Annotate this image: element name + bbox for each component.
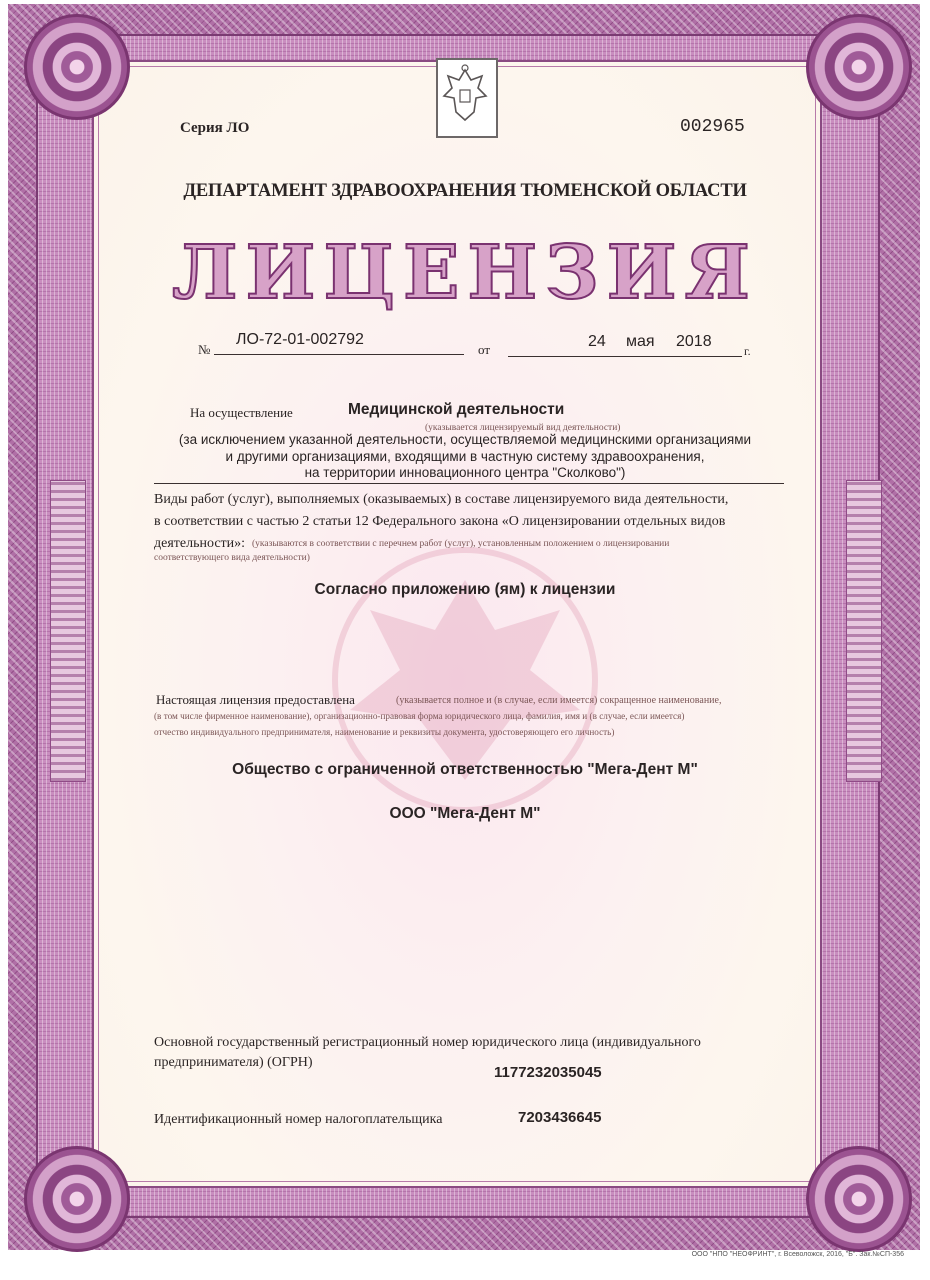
printer-mark: ООО "НПО "НЕОФРИНТ", г. Всеволожск, 2016, "Б". Зак.№СП-356 bbox=[691, 1251, 904, 1258]
ogrn-label-line1: Основной государственный регистрационный номер юридического лица (индивидуального bbox=[154, 1035, 701, 1050]
date-day: 24 bbox=[588, 333, 606, 350]
activity-details-line2: и другими организациями, входящими в частную систему здравоохранения, bbox=[225, 449, 705, 464]
coat-of-arms bbox=[436, 58, 498, 138]
side-ornament-left bbox=[50, 480, 86, 782]
works-value: Согласно приложению (ям) к лицензии bbox=[314, 581, 616, 598]
corner-rosette-top-left bbox=[24, 14, 130, 120]
department-name: ДЕПАРТАМЕНТ ЗДРАВООХРАНЕНИЯ ТЮМЕНСКОЙ ОБЛАСТИ bbox=[183, 181, 747, 201]
works-hint-line1: (указываются в соответствии с перечнем работ (услуг), установленным положением о лицензировании bbox=[252, 539, 670, 549]
license-number: ЛО-72-01-002792 bbox=[236, 331, 364, 348]
licensee-hint-line1: (указывается полное и (в случае, если имеется) сокращенное наименование, bbox=[396, 695, 722, 706]
side-ornament-right bbox=[846, 480, 882, 782]
licensee-full-name: Общество с ограниченной ответственностью "Мега-Дент М" bbox=[232, 761, 698, 778]
number-underline bbox=[214, 354, 464, 355]
year-suffix: г. bbox=[744, 344, 751, 358]
licensee-hint-line3: отчество индивидуального предпринимателя, наименование и реквизиты документа, удостоверяющего его личность) bbox=[154, 727, 615, 737]
works-text-line3: деятельности»: bbox=[154, 536, 246, 551]
inn-value: 7203436645 bbox=[518, 1109, 602, 1126]
ogrn-value: 1177232035045 bbox=[494, 1064, 602, 1081]
series-label: Серия ЛО bbox=[180, 120, 250, 136]
activity-value: Медицинской деятельности bbox=[348, 401, 565, 418]
licensee-hint-line2: (в том числе фирменное наименование), организационно-правовая форма юридического лица, фамилия, имя и (в случае, если имеется) bbox=[154, 711, 685, 721]
double-headed-eagle-icon bbox=[438, 60, 492, 132]
activity-label: На осуществление bbox=[190, 405, 293, 420]
works-text-line2: в соответствии с частью 2 статьи 12 Федерального закона «О лицензировании отдельных видов bbox=[154, 514, 726, 529]
activity-hint: (указывается лицензируемый вид деятельности) bbox=[425, 423, 621, 433]
date-year: 2018 bbox=[676, 333, 712, 350]
activity-underline bbox=[154, 483, 784, 484]
corner-rosette-bottom-left bbox=[24, 1146, 130, 1252]
corner-rosette-top-right bbox=[806, 14, 912, 120]
corner-rosette-bottom-right bbox=[806, 1146, 912, 1252]
ogrn-label-line2: предпринимателя) (ОГРН) bbox=[154, 1055, 313, 1070]
activity-details-line1: (за исключением указанной деятельности, осуществляемой медицинскими организациями bbox=[178, 432, 752, 447]
document-title: ЛИЦЕНЗИЯ bbox=[172, 230, 758, 316]
date-from-label: от bbox=[478, 342, 491, 357]
date-underline bbox=[508, 356, 742, 357]
inn-label: Идентификационный номер налогоплательщика bbox=[154, 1112, 443, 1127]
date-month: мая bbox=[626, 333, 655, 350]
serial-number: 002965 bbox=[680, 117, 745, 137]
activity-details-line3: на территории инновационного центра "Сколково") bbox=[304, 465, 626, 480]
licensee-label: Настоящая лицензия предоставлена bbox=[156, 692, 355, 707]
works-hint-line2: соответствующего вида деятельности) bbox=[154, 553, 310, 563]
number-prefix: № bbox=[198, 342, 211, 357]
works-text-line1: Виды работ (услуг), выполняемых (оказываемых) в составе лицензируемого вида деятельности, bbox=[154, 492, 729, 507]
licensee-short-name: ООО "Мега-Дент М" bbox=[389, 805, 541, 822]
